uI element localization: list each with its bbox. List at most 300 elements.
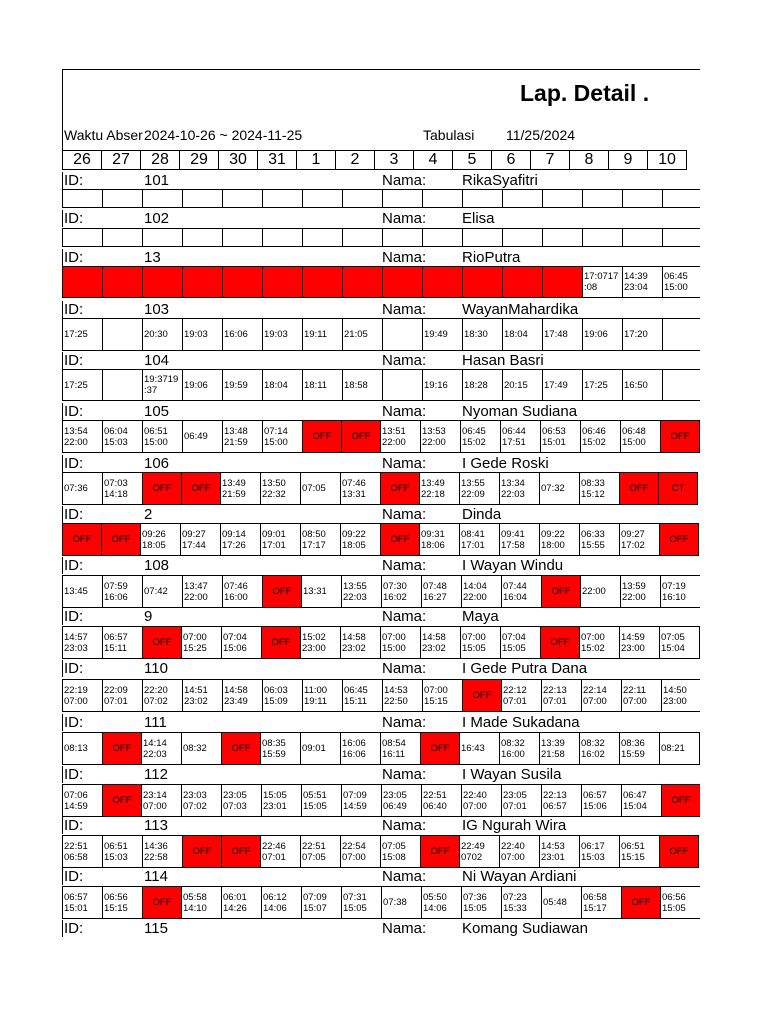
- time-cell: 22:51 07:05: [301, 836, 341, 868]
- off-day-cell: OFF: [342, 421, 381, 453]
- time-cell: 13:47 22:00: [183, 576, 223, 608]
- time-cell: 14:51 23:02: [183, 680, 223, 712]
- time-cell: 07:04 15:06: [222, 627, 262, 659]
- time-cell: 08:32 16:00: [500, 733, 540, 765]
- time-cell: [463, 190, 503, 208]
- time-cell: 09:22 18:00: [540, 524, 580, 556]
- time-cell: 20:30: [143, 319, 183, 351]
- employee-name: Dinda: [462, 506, 502, 523]
- off-day-cell: OFF: [143, 887, 182, 919]
- time-cell: 22:14 07:00: [582, 680, 622, 712]
- off-day-cell: OFF: [661, 421, 700, 453]
- top-border: [62, 69, 768, 70]
- row-left-border: [62, 210, 63, 227]
- time-cell: 06:51 15:15: [620, 836, 660, 868]
- absent-red-cell: [303, 267, 343, 298]
- time-cell: [223, 229, 263, 247]
- employee-header-row: [62, 868, 700, 885]
- time-cell: 22:54 07:00: [341, 836, 381, 868]
- time-cell: 07:36 15:05: [462, 887, 502, 919]
- day-header-cell: 27: [102, 151, 141, 170]
- employee-id: 111: [144, 714, 167, 731]
- time-cell: 22:40 07:00: [500, 836, 540, 868]
- time-cell: 07:14 15:00: [263, 421, 303, 453]
- time-cell: 18:11: [303, 370, 343, 401]
- day-header-cell: 26: [63, 151, 102, 170]
- day-header-cell: 30: [219, 151, 258, 170]
- off-day-cell: OFF: [303, 421, 342, 453]
- time-cell: 08:21: [660, 733, 700, 765]
- employee-id: 101: [144, 172, 170, 189]
- absent-red-cell: [263, 267, 303, 298]
- id-label: ID:: [64, 249, 84, 266]
- time-cell: [663, 370, 703, 401]
- employee-header-row: [62, 506, 700, 523]
- employee-name: WayanMahardika: [462, 301, 579, 318]
- time-cell: 09:26 18:05: [141, 524, 181, 556]
- time-cell: 14:39 23:04: [623, 267, 663, 298]
- id-label: ID:: [64, 403, 84, 420]
- time-cell: [623, 190, 663, 208]
- employee-header-row: [62, 714, 700, 731]
- attendance-row: [62, 886, 701, 919]
- time-cell: 19:11: [303, 319, 343, 351]
- absent-red-cell: [423, 267, 463, 298]
- time-cell: 07:31 15:05: [342, 887, 382, 919]
- name-label: Nama:: [382, 352, 427, 369]
- employee-name: I Wayan Susila: [462, 766, 562, 783]
- time-cell: 06:33 15:55: [580, 524, 620, 556]
- employee-header-row: [62, 172, 700, 189]
- name-label: Nama:: [382, 766, 427, 783]
- time-cell: 22:12 07:01: [502, 680, 542, 712]
- time-cell: 08:32: [182, 733, 222, 765]
- employee-id: 110: [144, 660, 168, 677]
- absent-red-cell: [183, 267, 223, 298]
- employee-name: Ni Wayan Ardiani: [462, 868, 577, 885]
- time-cell: 09:31 18:06: [420, 524, 460, 556]
- employee-name: Elisa: [462, 210, 495, 227]
- attendance-row: [62, 420, 700, 453]
- absent-red-cell: [543, 267, 583, 298]
- day-header-cell: 28: [141, 151, 180, 170]
- time-cell: 06:51 15:03: [103, 836, 143, 868]
- off-day-cell: OFF: [103, 733, 142, 765]
- time-cell: 14:58 23:02: [341, 627, 381, 659]
- time-cell: 22:00: [581, 576, 621, 608]
- id-label: ID:: [64, 301, 84, 318]
- row-left-border: [62, 557, 63, 574]
- time-cell: 07:44 16:04: [502, 576, 542, 608]
- time-cell: 18:28: [463, 370, 503, 401]
- employee-header-row: [62, 660, 700, 677]
- employee-id: 113: [144, 817, 168, 834]
- time-cell: 06:49: [183, 421, 223, 453]
- off-day-cell: CT: [659, 473, 698, 505]
- employee-name: Maya: [462, 608, 499, 625]
- attendance-row: [62, 679, 702, 712]
- employee-header-row: [62, 817, 700, 834]
- id-label: ID:: [64, 868, 84, 885]
- time-cell: 23:05 07:03: [222, 785, 262, 817]
- time-cell: 16:06: [223, 319, 263, 351]
- time-cell: 06:01 14:26: [222, 887, 262, 919]
- id-label: ID:: [64, 557, 84, 574]
- time-cell: 09:01: [301, 733, 341, 765]
- time-cell: 08:35 15:59: [261, 733, 301, 765]
- time-cell: 22:40 07:00: [462, 785, 502, 817]
- row-left-border: [62, 352, 63, 369]
- row-left-border: [62, 403, 63, 420]
- time-cell: 07:06 14:59: [63, 785, 103, 817]
- time-cell: 14:58 23:49: [223, 680, 263, 712]
- time-cell: 06:44 17:51: [501, 421, 541, 453]
- attendance-row: [62, 523, 699, 556]
- employee-header-row: [62, 608, 700, 625]
- time-cell: [103, 319, 143, 351]
- name-label: Nama:: [382, 557, 427, 574]
- time-cell: 09:27 17:44: [181, 524, 221, 556]
- time-cell: 23:03 07:02: [182, 785, 222, 817]
- time-cell: 19:49: [423, 319, 463, 351]
- name-label: Nama:: [382, 660, 427, 677]
- time-cell: 22:09 07:01: [103, 680, 143, 712]
- id-label: ID:: [64, 506, 84, 523]
- time-cell: [343, 190, 383, 208]
- time-cell: 17:48: [543, 319, 583, 351]
- time-cell: 14:04 22:00: [462, 576, 502, 608]
- row-left-border: [62, 455, 63, 472]
- time-cell: 16:06 16:06: [341, 733, 381, 765]
- time-cell: 07:00 15:00: [381, 627, 421, 659]
- time-cell: 14:58 23:02: [421, 627, 461, 659]
- employee-header-row: [62, 210, 700, 227]
- time-cell: 06:57 15:01: [63, 887, 103, 919]
- time-cell: 22:49 0702: [460, 836, 500, 868]
- time-cell: 22:13 06:57: [542, 785, 582, 817]
- time-cell: 13:45: [63, 576, 103, 608]
- off-day-cell: OFF: [143, 473, 182, 505]
- time-cell: 06:45 15:02: [461, 421, 501, 453]
- time-cell: 07:42: [143, 576, 183, 608]
- employee-id: 115: [144, 920, 168, 937]
- attendance-row: [62, 266, 703, 298]
- time-cell: [423, 229, 463, 247]
- time-cell: [303, 190, 343, 208]
- time-cell: 05:48: [542, 887, 582, 919]
- attendance-row: [62, 575, 701, 608]
- name-label: Nama:: [382, 249, 427, 266]
- employee-name: I Gede Roski: [462, 455, 549, 472]
- time-cell: 14:53 23:01: [540, 836, 580, 868]
- employee-name: Nyoman Sudiana: [462, 403, 578, 420]
- id-label: ID:: [64, 455, 84, 472]
- off-day-cell: OFF: [183, 836, 222, 868]
- employee-header-row: [62, 352, 700, 369]
- time-cell: 06:45 15:00: [663, 267, 703, 298]
- time-cell: 08:36 15:59: [620, 733, 660, 765]
- time-cell: 06:48 15:00: [621, 421, 661, 453]
- employee-name: RikaSyafitri: [462, 172, 538, 189]
- name-label: Nama:: [382, 506, 427, 523]
- time-cell: 17:0717 :08: [583, 267, 623, 298]
- employee-name: I Made Sukadana: [462, 714, 580, 731]
- time-cell: [183, 229, 223, 247]
- time-cell: 22:11 07:00: [622, 680, 662, 712]
- time-cell: 05:50 14:06: [422, 887, 462, 919]
- time-cell: 08:33 15:12: [580, 473, 620, 505]
- time-cell: 18:30: [463, 319, 503, 351]
- row-left-border: [62, 868, 63, 885]
- time-cell: 08:50 17:17: [301, 524, 341, 556]
- time-cell: 13:31: [302, 576, 342, 608]
- employee-id: 102: [144, 210, 170, 227]
- id-label: ID:: [64, 210, 84, 227]
- time-cell: [663, 229, 703, 247]
- time-cell: [423, 190, 463, 208]
- off-day-cell: OFF: [143, 627, 182, 659]
- time-cell: 18:04: [503, 319, 543, 351]
- off-day-cell: OFF: [620, 473, 659, 505]
- time-cell: 14:50 23:00: [662, 680, 702, 712]
- time-cell: [263, 229, 303, 247]
- time-cell: 11:00 19:11: [303, 680, 343, 712]
- time-cell: 09:27 17:02: [620, 524, 660, 556]
- time-cell: 17:25: [63, 319, 103, 351]
- absent-red-cell: [223, 267, 263, 298]
- attendance-row: [62, 189, 703, 208]
- employee-id: 108: [144, 557, 170, 574]
- time-cell: 08:32 16:02: [580, 733, 620, 765]
- time-cell: 14:14 22:03: [142, 733, 182, 765]
- id-label: ID:: [64, 817, 84, 834]
- employee-id: 114: [144, 868, 168, 885]
- time-cell: 07:48 16:27: [422, 576, 462, 608]
- time-cell: [143, 190, 183, 208]
- off-day-cell: OFF: [622, 887, 661, 919]
- time-cell: 13:55 22:09: [460, 473, 500, 505]
- attendance-row: [62, 228, 703, 247]
- tabulation-label: Tabulasi: [423, 127, 475, 143]
- day-header-cell: 31: [258, 151, 297, 170]
- employee-header-row: [62, 557, 700, 574]
- off-day-cell: OFF: [463, 680, 502, 712]
- off-day-cell: OFF: [660, 524, 699, 556]
- time-cell: [383, 229, 423, 247]
- name-label: Nama:: [382, 920, 427, 937]
- off-day-cell: OFF: [103, 785, 142, 817]
- time-cell: [503, 229, 543, 247]
- report-title: Lap. Detail .: [520, 80, 650, 106]
- time-cell: 22:20 07:02: [143, 680, 183, 712]
- time-cell: 06:51 15:00: [143, 421, 183, 453]
- time-cell: [143, 229, 183, 247]
- employee-id: 13: [144, 249, 161, 266]
- employee-id: 105: [144, 403, 170, 420]
- time-cell: 13:59 22:00: [621, 576, 661, 608]
- employee-header-row: [62, 920, 700, 937]
- time-cell: 14:57 23:03: [63, 627, 103, 659]
- absent-red-cell: [383, 267, 423, 298]
- time-cell: 05:58 14:10: [182, 887, 222, 919]
- time-cell: 09:41 17:58: [500, 524, 540, 556]
- time-cell: 19:06: [583, 319, 623, 351]
- attendance-row: [62, 784, 701, 817]
- row-left-border: [62, 506, 63, 523]
- time-cell: [343, 229, 383, 247]
- time-cell: 05:51 15:05: [302, 785, 342, 817]
- time-cell: 13:51 22:00: [381, 421, 421, 453]
- time-cell: 19:3719 :37: [143, 370, 183, 401]
- row-left-border: [62, 608, 63, 625]
- time-cell: 16:43: [460, 733, 500, 765]
- time-cell: 18:04: [263, 370, 303, 401]
- off-day-cell: OFF: [102, 524, 141, 556]
- time-cell: [583, 229, 623, 247]
- time-cell: [663, 319, 703, 351]
- time-cell: 07:19 16:10: [661, 576, 701, 608]
- off-day-cell: OFF: [381, 524, 420, 556]
- time-cell: 07:38: [382, 887, 422, 919]
- time-cell: [103, 229, 143, 247]
- time-cell: 06:57 15:11: [103, 627, 143, 659]
- time-cell: 23:14 07:00: [142, 785, 182, 817]
- time-cell: 23:05 06:49: [382, 785, 422, 817]
- time-cell: 07:09 14:59: [342, 785, 382, 817]
- time-cell: 18:58: [343, 370, 383, 401]
- time-cell: 22:51 06:58: [63, 836, 103, 868]
- id-label: ID:: [64, 920, 84, 937]
- time-cell: 07:36: [63, 473, 103, 505]
- absent-red-cell: [103, 267, 143, 298]
- day-header-cell: 1: [297, 151, 336, 170]
- row-left-border: [62, 920, 63, 937]
- time-cell: [543, 190, 583, 208]
- time-cell: 07:46 16:00: [223, 576, 263, 608]
- off-day-cell: OFF: [381, 473, 420, 505]
- time-cell: 15:05 23:01: [262, 785, 302, 817]
- employee-header-row: [62, 403, 700, 420]
- time-cell: 06:58 15:17: [582, 887, 622, 919]
- time-cell: 22:19 07:00: [63, 680, 103, 712]
- time-cell: 19:03: [183, 319, 223, 351]
- time-cell: 13:39 21:58: [540, 733, 580, 765]
- time-cell: 07:05: [301, 473, 341, 505]
- employee-name: I Gede Putra Dana: [462, 660, 588, 677]
- off-day-cell: OFF: [421, 836, 460, 868]
- time-cell: 06:56 15:05: [661, 887, 701, 919]
- id-label: ID:: [64, 660, 84, 677]
- time-cell: 07:59 16:06: [103, 576, 143, 608]
- time-cell: 14:53 22:50: [383, 680, 423, 712]
- time-cell: 08:54 16:11: [381, 733, 421, 765]
- id-label: ID:: [64, 172, 84, 189]
- time-cell: 19:06: [183, 370, 223, 401]
- name-label: Nama:: [382, 868, 427, 885]
- time-cell: 06:47 15:04: [622, 785, 662, 817]
- time-cell: 07:04 15:05: [501, 627, 541, 659]
- employee-name: Hasan Basri: [462, 352, 544, 369]
- time-cell: 22:46 07:01: [261, 836, 301, 868]
- time-cell: [663, 190, 703, 208]
- time-cell: 07:46 13:31: [341, 473, 381, 505]
- tabulation-date: 11/25/2024: [506, 127, 576, 143]
- time-cell: 06:45 15:11: [343, 680, 383, 712]
- id-label: ID:: [64, 714, 84, 731]
- name-label: Nama:: [382, 817, 427, 834]
- time-cell: 07:00 15:02: [580, 627, 620, 659]
- id-label: ID:: [64, 766, 84, 783]
- row-left-border: [62, 301, 63, 318]
- left-border: [62, 69, 63, 150]
- time-cell: 06:46 15:02: [581, 421, 621, 453]
- day-header-cell: 29: [180, 151, 219, 170]
- attendance-row: [62, 835, 699, 868]
- page-crop-mask: [700, 60, 768, 960]
- time-cell: [543, 229, 583, 247]
- day-header-cell: 9: [609, 151, 648, 170]
- time-cell: [63, 229, 103, 247]
- day-header-cell: 5: [453, 151, 492, 170]
- absent-red-cell: [503, 267, 543, 298]
- time-cell: 17:25: [583, 370, 623, 401]
- time-cell: 20:15: [503, 370, 543, 401]
- off-day-cell: OFF: [222, 733, 261, 765]
- time-cell: [103, 190, 143, 208]
- time-cell: 07:03 14:18: [103, 473, 143, 505]
- time-cell: 17:20: [623, 319, 663, 351]
- employee-name: I Wayan Windu: [462, 557, 564, 574]
- time-cell: [503, 190, 543, 208]
- name-label: Nama:: [382, 172, 427, 189]
- off-day-cell: OFF: [222, 836, 261, 868]
- row-left-border: [62, 249, 63, 266]
- row-left-border: [62, 817, 63, 834]
- time-cell: 13:54 22:00: [63, 421, 103, 453]
- time-cell: [383, 319, 423, 351]
- employee-id: 106: [144, 455, 170, 472]
- time-cell: 13:34 22:03: [500, 473, 540, 505]
- employee-name: RioPutra: [462, 249, 521, 266]
- time-cell: 07:00 15:05: [461, 627, 501, 659]
- employee-header-row: [62, 455, 700, 472]
- day-header-cell: 2: [336, 151, 375, 170]
- time-cell: [623, 229, 663, 247]
- time-cell: 23:05 07:01: [502, 785, 542, 817]
- employee-id: 9: [144, 608, 153, 625]
- time-cell: 21:05: [343, 319, 383, 351]
- employee-header-row: [62, 301, 700, 318]
- time-cell: 13:49 21:59: [221, 473, 261, 505]
- time-cell: 06:12 14:06: [262, 887, 302, 919]
- name-label: Nama:: [382, 403, 427, 420]
- time-cell: 13:50 22:32: [261, 473, 301, 505]
- time-cell: 07:00 15:25: [182, 627, 222, 659]
- time-cell: 22:51 06:40: [422, 785, 462, 817]
- employee-header-row: [62, 249, 700, 266]
- time-cell: 16:50: [623, 370, 663, 401]
- time-cell: 22:13 07:01: [542, 680, 582, 712]
- employee-id: 103: [144, 301, 170, 318]
- time-cell: 06:03 15:09: [263, 680, 303, 712]
- off-day-cell: OFF: [542, 576, 581, 608]
- day-header-cell: 10: [648, 151, 687, 170]
- time-cell: 19:16: [423, 370, 463, 401]
- time-cell: 06:57 15:06: [582, 785, 622, 817]
- day-header-cell: 4: [414, 151, 453, 170]
- id-label: ID:: [64, 352, 84, 369]
- time-cell: [183, 190, 223, 208]
